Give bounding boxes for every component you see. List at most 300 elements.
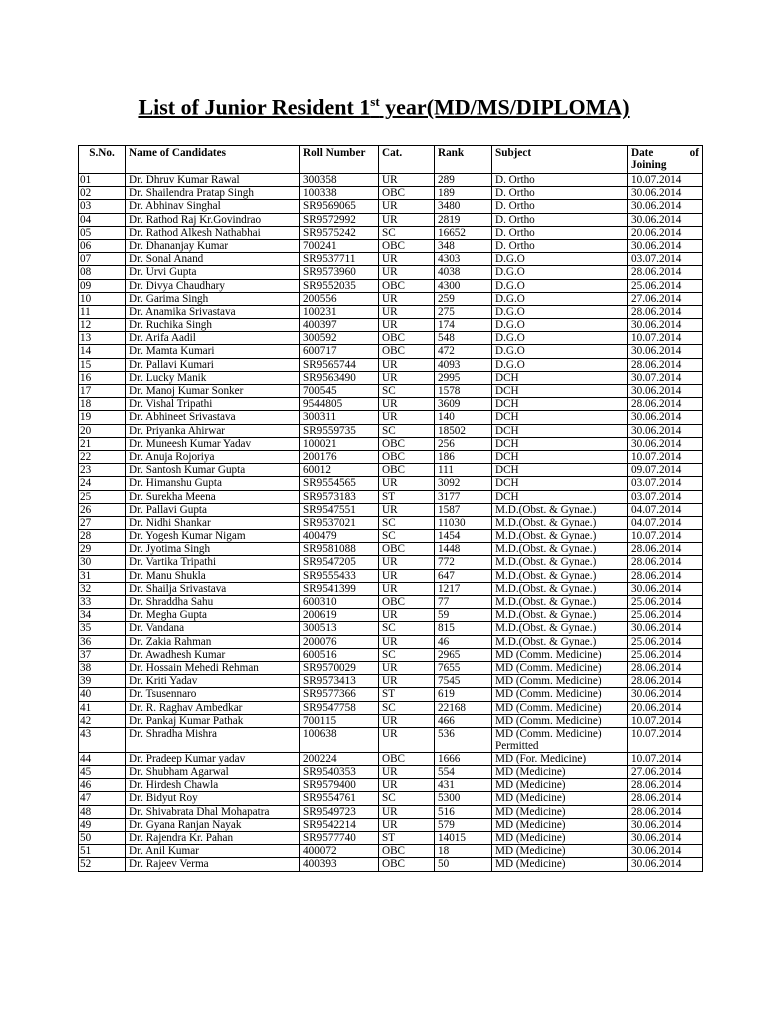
- title-suffix: year(MD/MS/DIPLOMA): [379, 94, 630, 120]
- cell-roll: SR9555433: [300, 569, 379, 582]
- cell-rank: 1454: [435, 530, 492, 543]
- table-body: [79, 174, 703, 872]
- header-date-joining: Joining: [631, 159, 667, 171]
- cell-rank: 2965: [435, 648, 492, 661]
- cell-rank: 22168: [435, 701, 492, 714]
- table-row: [79, 239, 703, 252]
- cell-date: 28.06.2014: [628, 805, 703, 818]
- table-row: [79, 450, 703, 463]
- cell-subject: MD (Comm. Medicine): [492, 701, 628, 714]
- cell-date: 30.06.2014: [628, 582, 703, 595]
- cell-date: 30.06.2014: [628, 437, 703, 450]
- cell-category: UR: [379, 358, 435, 371]
- cell-name: Dr. Tsusennaro: [126, 688, 300, 701]
- cell-date: 04.07.2014: [628, 503, 703, 516]
- table-row: [79, 596, 703, 609]
- cell-name: Dr. Manu Shukla: [126, 569, 300, 582]
- cell-subject: DCH: [492, 398, 628, 411]
- cell-subject: D. Ortho: [492, 213, 628, 226]
- cell-rank: 77: [435, 596, 492, 609]
- cell-roll: SR9549723: [300, 805, 379, 818]
- cell-name: Dr. R. Raghav Ambedkar: [126, 701, 300, 714]
- cell-rank: 1578: [435, 385, 492, 398]
- cell-sno: 46: [79, 779, 126, 792]
- table-row: [79, 424, 703, 437]
- header-date-word: Date: [631, 147, 654, 159]
- cell-roll: 400072: [300, 845, 379, 858]
- cell-subject: MD (For. Medicine): [492, 752, 628, 765]
- cell-sno: 42: [79, 714, 126, 727]
- cell-rank: 1448: [435, 543, 492, 556]
- cell-roll: SR9547205: [300, 556, 379, 569]
- cell-rank: 275: [435, 305, 492, 318]
- cell-name: Dr. Shailja Srivastava: [126, 582, 300, 595]
- cell-roll: SR9547758: [300, 701, 379, 714]
- table-row: [79, 266, 703, 279]
- cell-sno: 06: [79, 239, 126, 252]
- cell-subject: M.D.(Obst. & Gynae.): [492, 503, 628, 516]
- cell-date: 30.06.2014: [628, 319, 703, 332]
- cell-subject: DCH: [492, 450, 628, 463]
- cell-sno: 47: [79, 792, 126, 805]
- cell-sno: 14: [79, 345, 126, 358]
- cell-name: Dr. Santosh Kumar Gupta: [126, 464, 300, 477]
- table-row: [79, 226, 703, 239]
- table-row: [79, 543, 703, 556]
- cell-roll: 9544805: [300, 398, 379, 411]
- cell-date: 30.06.2014: [628, 688, 703, 701]
- table-row: [79, 727, 703, 752]
- cell-sno: 40: [79, 688, 126, 701]
- cell-category: ST: [379, 490, 435, 503]
- cell-roll: 100638: [300, 727, 379, 752]
- title-prefix: List of Junior Resident 1: [138, 94, 371, 120]
- cell-rank: 140: [435, 411, 492, 424]
- table-row: [79, 635, 703, 648]
- cell-sno: 48: [79, 805, 126, 818]
- table-row: [79, 477, 703, 490]
- cell-sno: 09: [79, 279, 126, 292]
- cell-date: 03.07.2014: [628, 253, 703, 266]
- cell-name: Dr. Shailendra Pratap Singh: [126, 187, 300, 200]
- cell-date: 28.06.2014: [628, 675, 703, 688]
- cell-date: 28.06.2014: [628, 543, 703, 556]
- cell-date: 30.06.2014: [628, 858, 703, 871]
- table-row: [79, 530, 703, 543]
- cell-roll: SR9573960: [300, 266, 379, 279]
- cell-subject: MD (Comm. Medicine): [492, 648, 628, 661]
- cell-rank: 4093: [435, 358, 492, 371]
- cell-category: SC: [379, 424, 435, 437]
- table-row: [79, 648, 703, 661]
- cell-roll: SR9537711: [300, 253, 379, 266]
- cell-roll: SR9573183: [300, 490, 379, 503]
- cell-subject: D. Ortho: [492, 239, 628, 252]
- cell-date: 30.06.2014: [628, 200, 703, 213]
- cell-category: SC: [379, 226, 435, 239]
- cell-rank: 516: [435, 805, 492, 818]
- cell-subject: D.G.O: [492, 332, 628, 345]
- cell-category: UR: [379, 371, 435, 384]
- cell-date: 30.06.2014: [628, 385, 703, 398]
- cell-sno: 07: [79, 253, 126, 266]
- cell-sno: 08: [79, 266, 126, 279]
- cell-date: 28.06.2014: [628, 661, 703, 674]
- cell-sno: 30: [79, 556, 126, 569]
- cell-sno: 11: [79, 305, 126, 318]
- cell-name: Dr. Vishal Tripathi: [126, 398, 300, 411]
- table-row: [79, 622, 703, 635]
- table-row: [79, 569, 703, 582]
- cell-name: Dr. Mamta Kumari: [126, 345, 300, 358]
- cell-subject: M.D.(Obst. & Gynae.): [492, 622, 628, 635]
- cell-rank: 536: [435, 727, 492, 752]
- header-date: [628, 146, 703, 174]
- header-category: Cat.: [379, 146, 435, 174]
- cell-rank: 2995: [435, 371, 492, 384]
- cell-date: 30.06.2014: [628, 832, 703, 845]
- cell-date: 30.07.2014: [628, 371, 703, 384]
- cell-category: SC: [379, 385, 435, 398]
- cell-category: UR: [379, 266, 435, 279]
- cell-roll: SR9577366: [300, 688, 379, 701]
- cell-subject: MD (Medicine): [492, 818, 628, 831]
- cell-date: 28.06.2014: [628, 792, 703, 805]
- cell-date: 27.06.2014: [628, 766, 703, 779]
- cell-category: UR: [379, 398, 435, 411]
- table-row: [79, 675, 703, 688]
- cell-rank: 186: [435, 450, 492, 463]
- cell-sno: 02: [79, 187, 126, 200]
- cell-roll: 600516: [300, 648, 379, 661]
- cell-roll: 200556: [300, 292, 379, 305]
- cell-name: Dr. Abhinav Singhal: [126, 200, 300, 213]
- cell-sno: 26: [79, 503, 126, 516]
- cell-sno: 33: [79, 596, 126, 609]
- cell-rank: 46: [435, 635, 492, 648]
- cell-name: Dr. Shivabrata Dhal Mohapatra: [126, 805, 300, 818]
- cell-date: 10.07.2014: [628, 332, 703, 345]
- cell-subject: MD (Comm. Medicine): [492, 714, 628, 727]
- cell-roll: 600717: [300, 345, 379, 358]
- cell-sno: 17: [79, 385, 126, 398]
- cell-rank: 111: [435, 464, 492, 477]
- header-roll: Roll Number: [300, 146, 379, 174]
- cell-rank: 3480: [435, 200, 492, 213]
- cell-name: Dr. Muneesh Kumar Yadav: [126, 437, 300, 450]
- cell-name: Dr. Pallavi Kumari: [126, 358, 300, 371]
- table-row: [79, 688, 703, 701]
- cell-sno: 43: [79, 727, 126, 752]
- cell-roll: SR9559735: [300, 424, 379, 437]
- cell-name: Dr. Kriti Yadav: [126, 675, 300, 688]
- cell-category: UR: [379, 200, 435, 213]
- cell-roll: SR9577740: [300, 832, 379, 845]
- table-row: [79, 858, 703, 871]
- cell-sno: 34: [79, 609, 126, 622]
- cell-roll: SR9547551: [300, 503, 379, 516]
- cell-sno: 24: [79, 477, 126, 490]
- cell-sno: 20: [79, 424, 126, 437]
- cell-rank: 472: [435, 345, 492, 358]
- cell-name: Dr. Ruchika Singh: [126, 319, 300, 332]
- cell-date: 25.06.2014: [628, 279, 703, 292]
- cell-roll: 200224: [300, 752, 379, 765]
- table-row: [79, 292, 703, 305]
- table-row: [79, 279, 703, 292]
- cell-sno: 49: [79, 818, 126, 831]
- cell-rank: 431: [435, 779, 492, 792]
- cell-rank: 7545: [435, 675, 492, 688]
- cell-sno: 10: [79, 292, 126, 305]
- cell-roll: SR9542214: [300, 818, 379, 831]
- cell-subject: MD (Comm. Medicine): [492, 661, 628, 674]
- table-row: [79, 503, 703, 516]
- cell-name: Dr. Rajeev Verma: [126, 858, 300, 871]
- cell-subject: M.D.(Obst. & Gynae.): [492, 530, 628, 543]
- table-row: [79, 371, 703, 384]
- cell-category: UR: [379, 292, 435, 305]
- cell-name: Dr. Shraddha Sahu: [126, 596, 300, 609]
- cell-category: SC: [379, 792, 435, 805]
- header-sno: S.No.: [79, 146, 126, 174]
- cell-roll: SR9579400: [300, 779, 379, 792]
- cell-subject: M.D.(Obst. & Gynae.): [492, 635, 628, 648]
- table-row: [79, 792, 703, 805]
- cell-sno: 18: [79, 398, 126, 411]
- cell-category: UR: [379, 411, 435, 424]
- cell-subject: MD (Medicine): [492, 779, 628, 792]
- cell-sno: 27: [79, 516, 126, 529]
- cell-category: UR: [379, 766, 435, 779]
- cell-sno: 38: [79, 661, 126, 674]
- header-rank: Rank: [435, 146, 492, 174]
- cell-rank: 5300: [435, 792, 492, 805]
- cell-date: 10.07.2014: [628, 530, 703, 543]
- table-row: [79, 490, 703, 503]
- cell-sno: 12: [79, 319, 126, 332]
- cell-category: SC: [379, 622, 435, 635]
- cell-category: UR: [379, 727, 435, 752]
- cell-sno: 03: [79, 200, 126, 213]
- cell-rank: 50: [435, 858, 492, 871]
- table-row: [79, 174, 703, 187]
- cell-name: Dr. Abhineet Srivastava: [126, 411, 300, 424]
- cell-category: OBC: [379, 464, 435, 477]
- cell-name: Dr. Yogesh Kumar Nigam: [126, 530, 300, 543]
- table-row: [79, 832, 703, 845]
- cell-subject: M.D.(Obst. & Gynae.): [492, 556, 628, 569]
- cell-name: Dr. Lucky Manik: [126, 371, 300, 384]
- table-row: [79, 411, 703, 424]
- cell-name: Dr. Rathod Raj Kr.Govindrao: [126, 213, 300, 226]
- cell-sno: 29: [79, 543, 126, 556]
- cell-rank: 4038: [435, 266, 492, 279]
- cell-category: SC: [379, 701, 435, 714]
- cell-rank: 772: [435, 556, 492, 569]
- cell-rank: 548: [435, 332, 492, 345]
- table-row: [79, 332, 703, 345]
- cell-rank: 4300: [435, 279, 492, 292]
- header-name: Name of Candidates: [126, 146, 300, 174]
- cell-subject: M.D.(Obst. & Gynae.): [492, 596, 628, 609]
- cell-name: Dr. Hossain Mehedi Rehman: [126, 661, 300, 674]
- table-row: [79, 464, 703, 477]
- table-row: [79, 437, 703, 450]
- cell-category: OBC: [379, 279, 435, 292]
- cell-name: Dr. Vandana: [126, 622, 300, 635]
- cell-roll: 400393: [300, 858, 379, 871]
- cell-name: Dr. Surekha Meena: [126, 490, 300, 503]
- cell-category: ST: [379, 832, 435, 845]
- cell-category: OBC: [379, 437, 435, 450]
- cell-subject: DCH: [492, 490, 628, 503]
- cell-rank: 647: [435, 569, 492, 582]
- cell-rank: 554: [435, 766, 492, 779]
- cell-subject: M.D.(Obst. & Gynae.): [492, 609, 628, 622]
- cell-rank: 3177: [435, 490, 492, 503]
- cell-roll: 60012: [300, 464, 379, 477]
- cell-sno: 44: [79, 752, 126, 765]
- cell-name: Dr. Garima Singh: [126, 292, 300, 305]
- cell-subject: M.D.(Obst. & Gynae.): [492, 543, 628, 556]
- table-row: [79, 345, 703, 358]
- cell-category: OBC: [379, 845, 435, 858]
- cell-category: UR: [379, 477, 435, 490]
- cell-subject: D.G.O: [492, 292, 628, 305]
- cell-roll: 700241: [300, 239, 379, 252]
- cell-name: Dr. Awadhesh Kumar: [126, 648, 300, 661]
- cell-name: Dr. Dhananjay Kumar: [126, 239, 300, 252]
- cell-roll: SR9541399: [300, 582, 379, 595]
- cell-date: 09.07.2014: [628, 464, 703, 477]
- cell-roll: 300358: [300, 174, 379, 187]
- cell-rank: 289: [435, 174, 492, 187]
- cell-subject: D.G.O: [492, 358, 628, 371]
- cell-roll: 700545: [300, 385, 379, 398]
- cell-name: Dr. Anamika Srivastava: [126, 305, 300, 318]
- cell-name: Dr. Rathod Alkesh Nathabhai: [126, 226, 300, 239]
- cell-subject: DCH: [492, 464, 628, 477]
- cell-subject: DCH: [492, 437, 628, 450]
- cell-roll: SR9554565: [300, 477, 379, 490]
- cell-category: UR: [379, 805, 435, 818]
- cell-subject: D.G.O: [492, 279, 628, 292]
- cell-roll: SR9581088: [300, 543, 379, 556]
- cell-rank: 256: [435, 437, 492, 450]
- cell-roll: SR9565744: [300, 358, 379, 371]
- table-row: [79, 752, 703, 765]
- cell-sno: 50: [79, 832, 126, 845]
- header-subject: Subject: [492, 146, 628, 174]
- cell-category: SC: [379, 648, 435, 661]
- cell-category: UR: [379, 319, 435, 332]
- cell-category: SC: [379, 530, 435, 543]
- table-row: [79, 701, 703, 714]
- cell-roll: 700115: [300, 714, 379, 727]
- cell-rank: 259: [435, 292, 492, 305]
- cell-sno: 19: [79, 411, 126, 424]
- cell-sno: 16: [79, 371, 126, 384]
- cell-roll: 100231: [300, 305, 379, 318]
- cell-subject: D.G.O: [492, 253, 628, 266]
- cell-roll: SR9570029: [300, 661, 379, 674]
- cell-category: OBC: [379, 543, 435, 556]
- cell-date: 28.06.2014: [628, 358, 703, 371]
- cell-roll: SR9573413: [300, 675, 379, 688]
- cell-sno: 28: [79, 530, 126, 543]
- cell-roll: SR9552035: [300, 279, 379, 292]
- cell-sno: 51: [79, 845, 126, 858]
- cell-rank: 579: [435, 818, 492, 831]
- cell-category: UR: [379, 503, 435, 516]
- cell-subject: DCH: [492, 477, 628, 490]
- cell-category: OBC: [379, 858, 435, 871]
- cell-rank: 11030: [435, 516, 492, 529]
- page-title: [0, 94, 768, 120]
- cell-sno: 04: [79, 213, 126, 226]
- cell-date: 10.07.2014: [628, 727, 703, 752]
- table-row: [79, 516, 703, 529]
- cell-category: UR: [379, 714, 435, 727]
- cell-date: 20.06.2014: [628, 701, 703, 714]
- cell-sno: 15: [79, 358, 126, 371]
- table-row: [79, 609, 703, 622]
- cell-name: Dr. Pradeep Kumar yadav: [126, 752, 300, 765]
- cell-rank: 348: [435, 239, 492, 252]
- cell-date: 30.06.2014: [628, 845, 703, 858]
- cell-subject: D.G.O: [492, 266, 628, 279]
- cell-rank: 16652: [435, 226, 492, 239]
- cell-sno: 37: [79, 648, 126, 661]
- cell-date: 25.06.2014: [628, 609, 703, 622]
- cell-subject: D.G.O: [492, 319, 628, 332]
- cell-subject: MD (Medicine): [492, 832, 628, 845]
- cell-subject: M.D.(Obst. & Gynae.): [492, 582, 628, 595]
- cell-date: 30.06.2014: [628, 213, 703, 226]
- cell-rank: 4303: [435, 253, 492, 266]
- table-row: [79, 714, 703, 727]
- cell-name: Dr. Dhruv Kumar Rawal: [126, 174, 300, 187]
- cell-name: Dr. Urvi Gupta: [126, 266, 300, 279]
- header-row: [79, 146, 703, 174]
- cell-roll: 100021: [300, 437, 379, 450]
- cell-category: UR: [379, 556, 435, 569]
- cell-subject: DCH: [492, 411, 628, 424]
- table-row: [79, 398, 703, 411]
- title-superscript: st: [370, 94, 380, 109]
- cell-subject: D.G.O: [492, 345, 628, 358]
- cell-roll: 200076: [300, 635, 379, 648]
- table-row: [79, 200, 703, 213]
- cell-subject: MD (Medicine): [492, 858, 628, 871]
- cell-date: 25.06.2014: [628, 635, 703, 648]
- cell-date: 03.07.2014: [628, 477, 703, 490]
- cell-sno: 05: [79, 226, 126, 239]
- cell-roll: 300592: [300, 332, 379, 345]
- cell-name: Dr. Divya Chaudhary: [126, 279, 300, 292]
- cell-sno: 13: [79, 332, 126, 345]
- cell-name: Dr. Manoj Kumar Sonker: [126, 385, 300, 398]
- cell-rank: 18502: [435, 424, 492, 437]
- cell-category: UR: [379, 818, 435, 831]
- cell-rank: 174: [435, 319, 492, 332]
- cell-category: UR: [379, 569, 435, 582]
- table-row: [79, 805, 703, 818]
- cell-category: UR: [379, 253, 435, 266]
- cell-date: 28.06.2014: [628, 266, 703, 279]
- cell-name: Dr. Anuja Rojoriya: [126, 450, 300, 463]
